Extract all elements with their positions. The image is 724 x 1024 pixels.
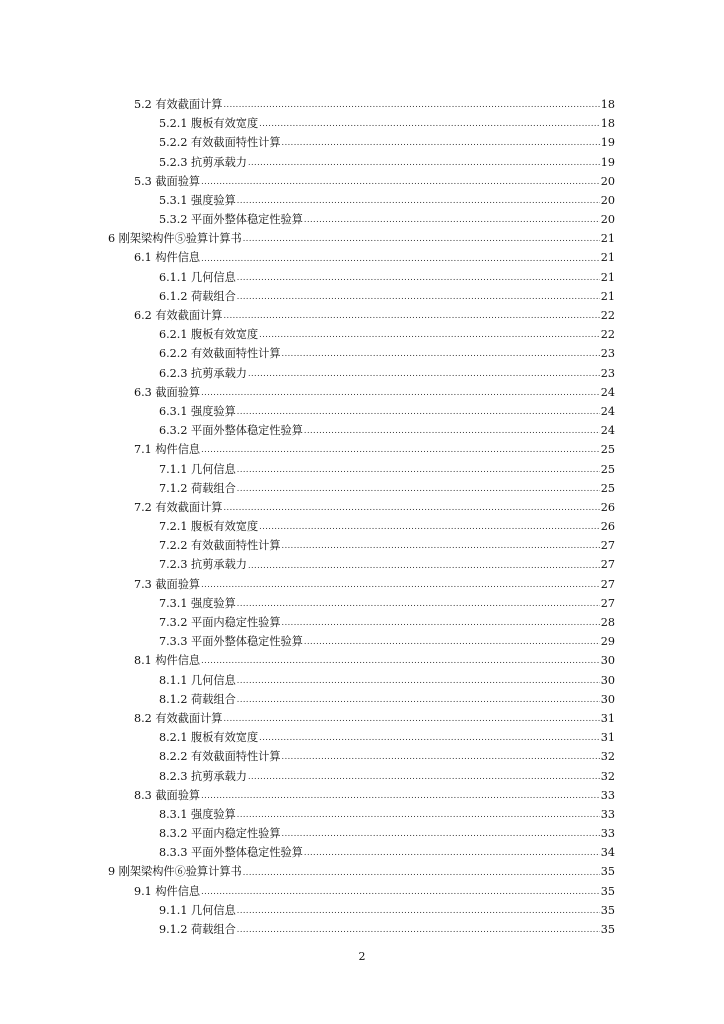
toc-entry-page: 30 bbox=[600, 654, 615, 668]
toc-dot-leader bbox=[282, 747, 600, 766]
toc-entry-title: 7.3.3 平面外整体稳定性验算 bbox=[159, 635, 303, 649]
toc-entry-page: 21 bbox=[600, 232, 615, 246]
toc-entry-title: 8.3 截面验算 bbox=[134, 788, 201, 802]
toc-entry-title: 7.2.3 抗剪承载力 bbox=[159, 558, 247, 572]
toc-dot-leader bbox=[223, 306, 599, 325]
toc-entry-title: 5.2.3 抗剪承载力 bbox=[159, 155, 247, 169]
toc-entry-page: 23 bbox=[600, 366, 615, 380]
toc-entry-title: 6.1.2 荷载组合 bbox=[159, 289, 236, 303]
toc-entry-title: 8.2.3 抗剪承载力 bbox=[159, 769, 247, 783]
toc-entry[interactable] bbox=[108, 344, 615, 363]
toc-entry-title: 5.3.2 平面外整体稳定性验算 bbox=[159, 213, 303, 227]
toc-entry[interactable] bbox=[108, 383, 615, 402]
toc-entry-page: 30 bbox=[600, 692, 615, 706]
toc-entry-title: 6.2.2 有效截面特性计算 bbox=[159, 347, 281, 361]
toc-dot-leader bbox=[304, 843, 600, 862]
toc-entry-title: 7.2.2 有效截面特性计算 bbox=[159, 539, 281, 553]
toc-entry[interactable] bbox=[108, 133, 615, 152]
toc-dot-leader bbox=[243, 229, 600, 248]
toc-entry-page: 33 bbox=[600, 788, 615, 802]
toc-entry[interactable] bbox=[108, 460, 615, 479]
toc-entry[interactable] bbox=[108, 920, 615, 939]
toc-dot-leader bbox=[223, 709, 599, 728]
toc-dot-leader bbox=[237, 479, 600, 498]
toc-entry[interactable] bbox=[108, 767, 615, 786]
toc-dot-leader bbox=[237, 690, 600, 709]
toc-entry-title: 5.2.1 腹板有效宽度 bbox=[159, 117, 259, 131]
toc-entry-title: 7.1 构件信息 bbox=[134, 443, 201, 457]
toc-entry[interactable] bbox=[108, 824, 615, 843]
toc-entry-page: 21 bbox=[600, 270, 615, 284]
toc-entry[interactable] bbox=[108, 402, 615, 421]
toc-entry[interactable] bbox=[108, 268, 615, 287]
toc-dot-leader bbox=[201, 651, 600, 670]
toc-entry[interactable] bbox=[108, 191, 615, 210]
toc-entry[interactable] bbox=[108, 325, 615, 344]
toc-dot-leader bbox=[237, 402, 600, 421]
toc-dot-leader bbox=[237, 805, 600, 824]
toc-entry-title: 5.2 有效截面计算 bbox=[134, 97, 223, 111]
toc-entry[interactable] bbox=[108, 536, 615, 555]
toc-entry-title: 7.3.1 强度验算 bbox=[159, 596, 236, 610]
toc-entry-page: 18 bbox=[600, 117, 615, 131]
toc-entry[interactable] bbox=[108, 594, 615, 613]
toc-dot-leader bbox=[282, 133, 600, 152]
toc-entry[interactable] bbox=[108, 786, 615, 805]
toc-entry[interactable] bbox=[108, 671, 615, 690]
page-number: 2 bbox=[358, 950, 366, 963]
toc-entry[interactable] bbox=[108, 632, 615, 651]
toc-dot-leader bbox=[243, 863, 600, 882]
toc-dot-leader bbox=[237, 191, 600, 210]
toc-entry-title: 8.3.2 平面内稳定性验算 bbox=[159, 827, 281, 841]
toc-entry-page: 20 bbox=[600, 213, 615, 227]
toc-entry-page: 24 bbox=[600, 404, 615, 418]
toc-entry[interactable] bbox=[108, 575, 615, 594]
toc-dot-leader bbox=[304, 210, 600, 229]
toc-entry[interactable] bbox=[108, 882, 615, 901]
toc-entry[interactable] bbox=[108, 114, 615, 133]
toc-entry-title: 8.2.2 有效截面特性计算 bbox=[159, 750, 281, 764]
toc-dot-leader bbox=[201, 249, 600, 268]
toc-dot-leader bbox=[201, 172, 600, 191]
toc-dot-leader bbox=[201, 786, 600, 805]
toc-entry-page: 31 bbox=[600, 731, 615, 745]
toc-entry-title: 7.3 截面验算 bbox=[134, 577, 201, 591]
toc-entry-title: 6.1.1 几何信息 bbox=[159, 270, 236, 284]
toc-dot-leader bbox=[248, 364, 600, 383]
toc-entry-page: 24 bbox=[600, 424, 615, 438]
toc-dot-leader bbox=[223, 95, 599, 114]
toc-entry[interactable] bbox=[108, 556, 615, 575]
toc-dot-leader bbox=[237, 460, 600, 479]
toc-entry[interactable] bbox=[108, 95, 615, 114]
toc-entry-page: 25 bbox=[600, 481, 615, 495]
toc-entry-title: 6.3.2 平面外整体稳定性验算 bbox=[159, 424, 303, 438]
toc-entry-page: 35 bbox=[600, 903, 615, 917]
toc-entry[interactable] bbox=[108, 805, 615, 824]
toc-entry-title: 7.3.2 平面内稳定性验算 bbox=[159, 616, 281, 630]
toc-dot-leader bbox=[237, 920, 600, 939]
toc-dot-leader bbox=[259, 114, 600, 133]
toc-entry-title: 8.1 构件信息 bbox=[134, 654, 201, 668]
toc-entry[interactable] bbox=[108, 364, 615, 383]
toc-entry[interactable] bbox=[108, 440, 615, 459]
toc-dot-leader bbox=[237, 287, 600, 306]
toc-entry-title: 6.2 有效截面计算 bbox=[134, 309, 223, 323]
toc-entry-title: 9.1.1 几何信息 bbox=[159, 903, 236, 917]
toc-entry-page: 35 bbox=[600, 884, 615, 898]
toc-entry-page: 26 bbox=[600, 520, 615, 534]
toc-entry-page: 18 bbox=[600, 97, 615, 111]
toc-entry-page: 27 bbox=[600, 596, 615, 610]
toc-entry-title: 9 刚架梁构件⑥验算计算书 bbox=[108, 865, 242, 879]
toc-entry[interactable] bbox=[108, 421, 615, 440]
toc-entry[interactable] bbox=[108, 901, 615, 920]
toc-entry-page: 22 bbox=[600, 328, 615, 342]
toc-entry-page: 22 bbox=[600, 309, 615, 323]
toc-dot-leader bbox=[248, 767, 600, 786]
toc-entry-title: 6.2.3 抗剪承载力 bbox=[159, 366, 247, 380]
toc-entry-page: 21 bbox=[600, 289, 615, 303]
toc-entry-title: 7.1.2 荷载组合 bbox=[159, 481, 236, 495]
toc-dot-leader bbox=[282, 344, 600, 363]
toc-entry-title: 8.2.1 腹板有效宽度 bbox=[159, 731, 259, 745]
toc-dot-leader bbox=[237, 901, 600, 920]
toc-entry-title: 5.2.2 有效截面特性计算 bbox=[159, 136, 281, 150]
toc-entry-title: 5.3 截面验算 bbox=[134, 174, 201, 188]
toc-entry[interactable] bbox=[108, 172, 615, 191]
toc-entry-page: 23 bbox=[600, 347, 615, 361]
toc-entry-page: 24 bbox=[600, 385, 615, 399]
toc-entry-title: 7.1.1 几何信息 bbox=[159, 462, 236, 476]
toc-entry-title: 6 刚架梁构件⑤验算计算书 bbox=[108, 232, 242, 246]
toc-dot-leader bbox=[237, 268, 600, 287]
toc-dot-leader bbox=[304, 421, 600, 440]
toc-entry-page: 27 bbox=[600, 577, 615, 591]
toc-dot-leader bbox=[201, 383, 600, 402]
toc-dot-leader bbox=[248, 153, 600, 172]
toc-dot-leader bbox=[282, 536, 600, 555]
toc-entry-page: 25 bbox=[600, 443, 615, 457]
toc-entry-page: 21 bbox=[600, 251, 615, 265]
toc-entry-title: 7.2 有效截面计算 bbox=[134, 500, 223, 514]
toc-entry[interactable] bbox=[108, 210, 615, 229]
toc-entry[interactable] bbox=[108, 690, 615, 709]
toc-entry[interactable] bbox=[108, 153, 615, 172]
toc-entry[interactable] bbox=[108, 709, 615, 728]
toc-dot-leader bbox=[201, 882, 600, 901]
toc-entry[interactable] bbox=[108, 843, 615, 862]
toc-entry-page: 32 bbox=[600, 769, 615, 783]
toc-dot-leader bbox=[201, 440, 600, 459]
toc-entry[interactable] bbox=[108, 517, 615, 536]
toc-entry-title: 6.3.1 强度验算 bbox=[159, 404, 236, 418]
toc-entry-title: 6.1 构件信息 bbox=[134, 251, 201, 265]
toc-entry-page: 31 bbox=[600, 711, 615, 725]
toc-dot-leader bbox=[237, 594, 600, 613]
toc-entry-page: 25 bbox=[600, 462, 615, 476]
toc-entry-page: 20 bbox=[600, 193, 615, 207]
toc-entry-title: 8.3.1 强度验算 bbox=[159, 807, 236, 821]
toc-entry-page: 29 bbox=[600, 635, 615, 649]
toc-dot-leader bbox=[237, 671, 600, 690]
toc-entry-page: 19 bbox=[600, 155, 615, 169]
toc-dot-leader bbox=[259, 728, 600, 747]
table-of-contents bbox=[108, 95, 615, 939]
toc-entry-page: 19 bbox=[600, 136, 615, 150]
toc-entry[interactable] bbox=[108, 498, 615, 517]
toc-dot-leader bbox=[201, 575, 600, 594]
toc-entry-title: 8.1.1 几何信息 bbox=[159, 673, 236, 687]
toc-dot-leader bbox=[282, 613, 600, 632]
toc-entry[interactable] bbox=[108, 287, 615, 306]
toc-dot-leader bbox=[259, 325, 600, 344]
toc-dot-leader bbox=[259, 517, 600, 536]
toc-entry-page: 26 bbox=[600, 500, 615, 514]
toc-entry[interactable] bbox=[108, 728, 615, 747]
toc-entry-title: 7.2.1 腹板有效宽度 bbox=[159, 520, 259, 534]
toc-entry[interactable] bbox=[108, 863, 615, 882]
toc-entry[interactable] bbox=[108, 613, 615, 632]
toc-entry-title: 6.2.1 腹板有效宽度 bbox=[159, 328, 259, 342]
toc-dot-leader bbox=[248, 556, 600, 575]
toc-entry-page: 35 bbox=[600, 865, 615, 879]
toc-entry[interactable] bbox=[108, 479, 615, 498]
toc-entry-title: 9.1 构件信息 bbox=[134, 884, 201, 898]
toc-entry-page: 27 bbox=[600, 558, 615, 572]
toc-entry-page: 20 bbox=[600, 174, 615, 188]
toc-entry-page: 35 bbox=[600, 923, 615, 937]
toc-entry-page: 30 bbox=[600, 673, 615, 687]
toc-entry-page: 32 bbox=[600, 750, 615, 764]
toc-entry[interactable] bbox=[108, 747, 615, 766]
toc-entry-page: 34 bbox=[600, 846, 615, 860]
toc-entry-title: 8.2 有效截面计算 bbox=[134, 711, 223, 725]
toc-entry-title: 5.3.1 强度验算 bbox=[159, 193, 236, 207]
toc-entry-page: 33 bbox=[600, 807, 615, 821]
toc-entry[interactable] bbox=[108, 651, 615, 670]
toc-entry-page: 33 bbox=[600, 827, 615, 841]
toc-entry[interactable] bbox=[108, 306, 615, 325]
toc-entry-title: 9.1.2 荷载组合 bbox=[159, 923, 236, 937]
toc-dot-leader bbox=[223, 498, 599, 517]
toc-entry-page: 27 bbox=[600, 539, 615, 553]
toc-dot-leader bbox=[304, 632, 600, 651]
toc-entry[interactable] bbox=[108, 229, 615, 248]
toc-dot-leader bbox=[282, 824, 600, 843]
toc-entry-title: 8.3.3 平面外整体稳定性验算 bbox=[159, 846, 303, 860]
toc-entry[interactable] bbox=[108, 249, 615, 268]
toc-entry-title: 8.1.2 荷载组合 bbox=[159, 692, 236, 706]
toc-entry-title: 6.3 截面验算 bbox=[134, 385, 201, 399]
toc-entry-page: 28 bbox=[600, 616, 615, 630]
